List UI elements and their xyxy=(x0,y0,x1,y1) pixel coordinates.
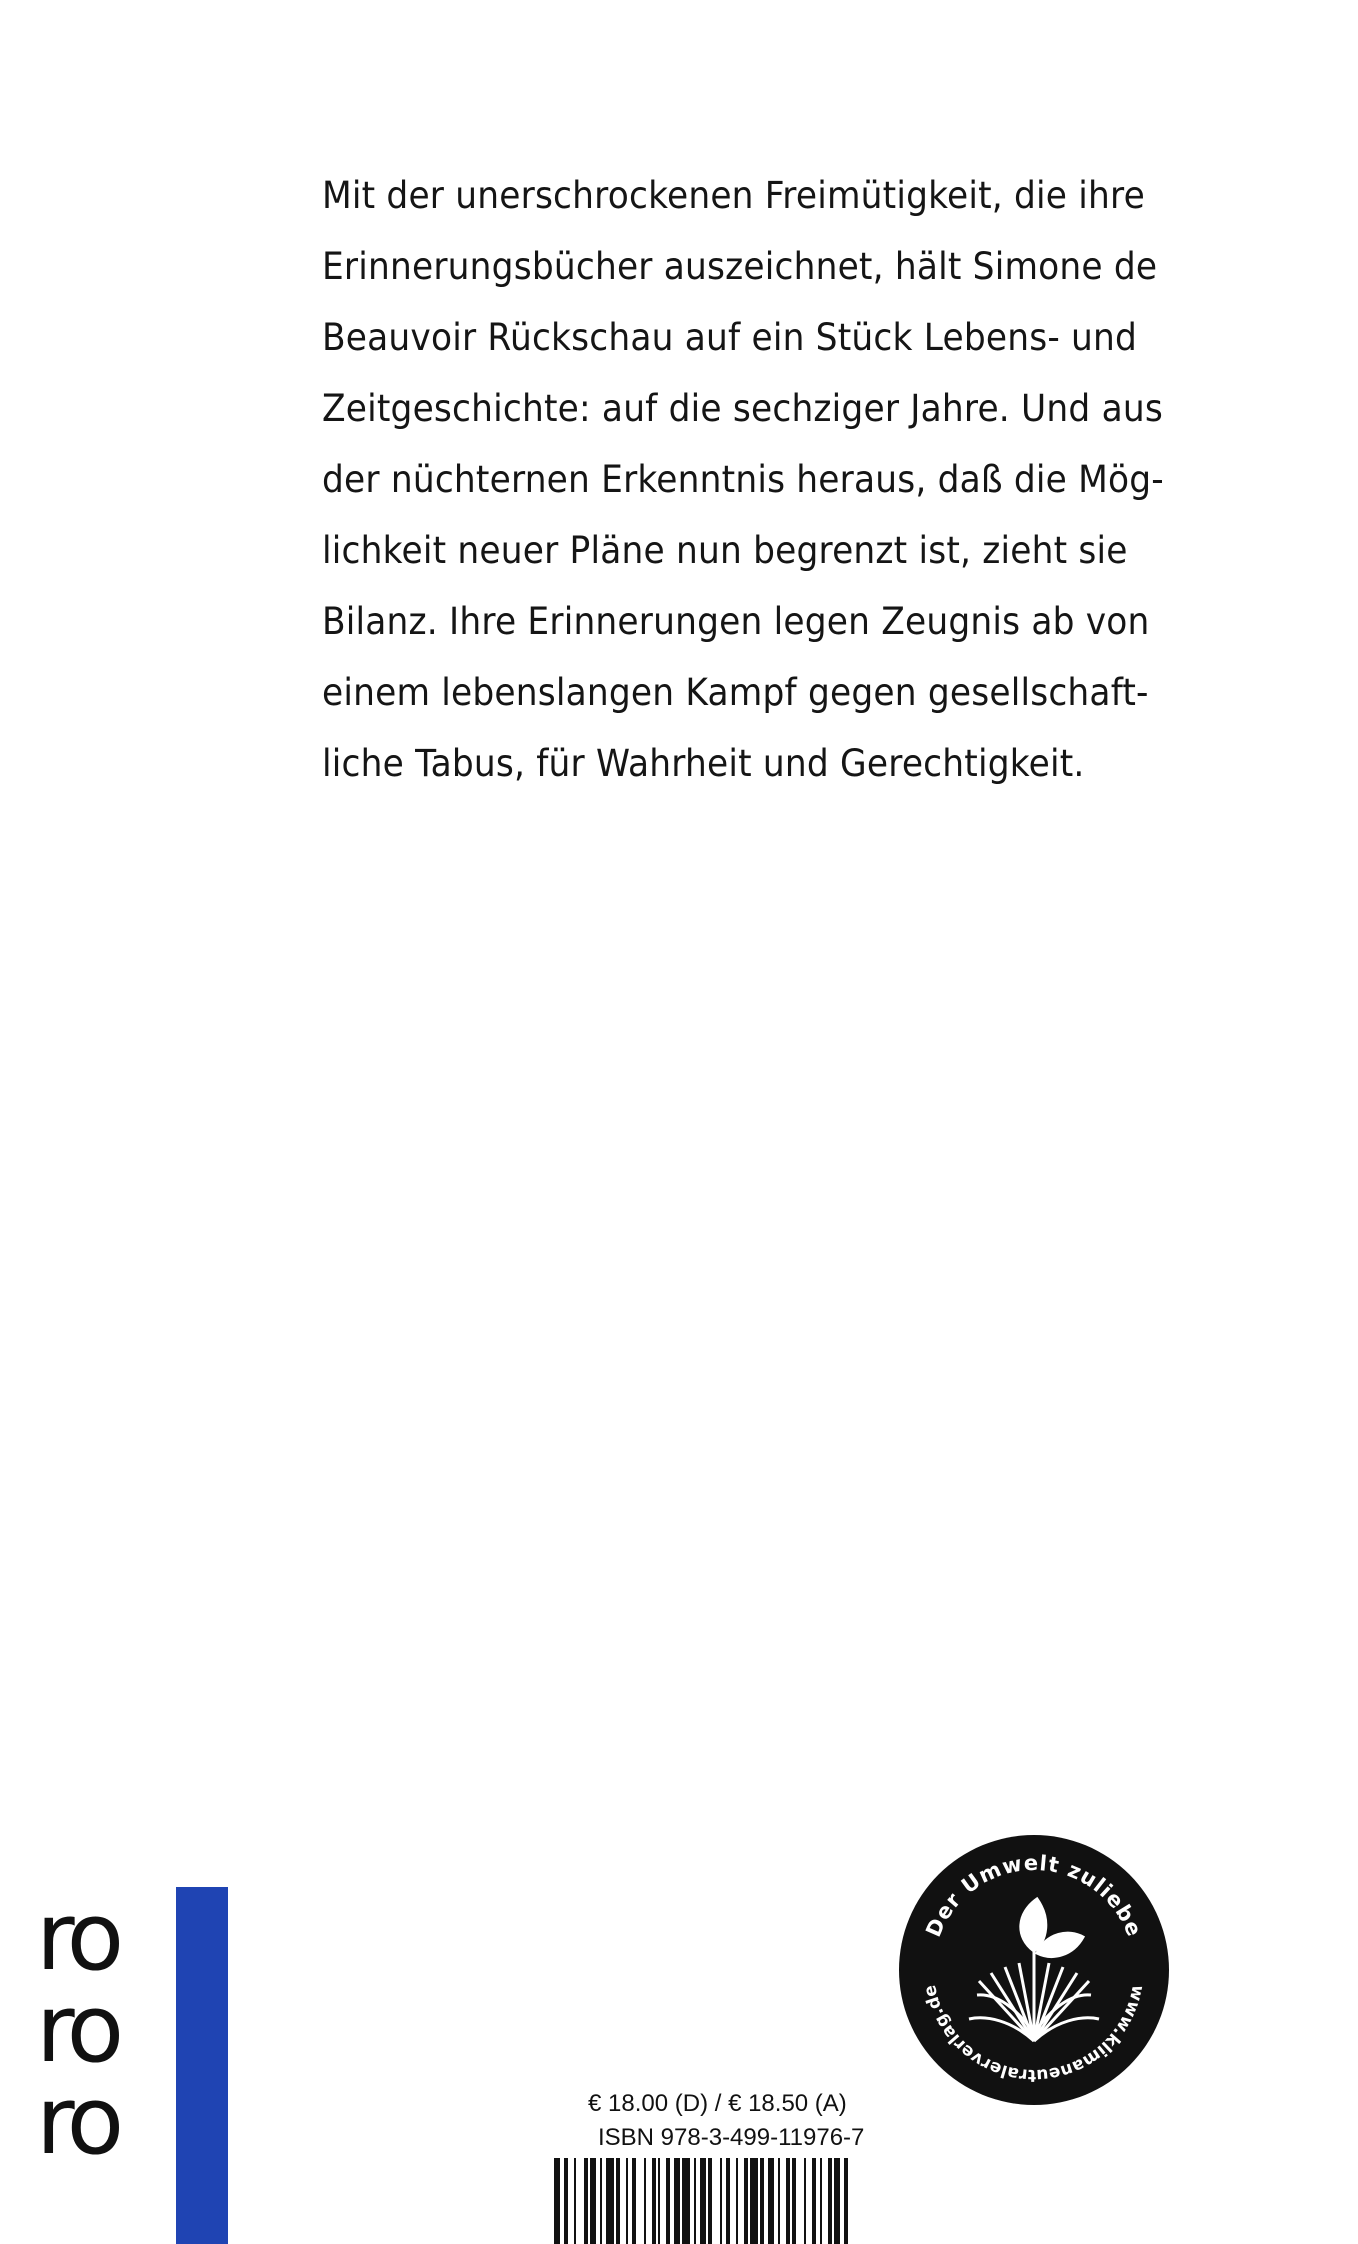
barcode-stripe xyxy=(768,2158,774,2244)
blurb-line: Beauvoir Rückschau auf ein Stück Lebens- und xyxy=(322,316,1138,359)
blurb-line: liche Tabus, für Wahrheit und Gerechtigkeit. xyxy=(322,742,1085,785)
barcode-stripe xyxy=(632,2158,636,2244)
seal-top-text: Der Umwelt zuliebe xyxy=(921,1850,1147,1941)
barcode-stripe xyxy=(666,2158,670,2244)
barcode-stripe xyxy=(644,2158,646,2244)
barcode-icon xyxy=(552,2158,908,2244)
blurb-line: Erinnerungsbücher auszeichnet, hält Simone de xyxy=(322,245,1158,288)
barcode-stripe xyxy=(554,2158,560,2244)
barcode-stripe xyxy=(584,2158,588,2244)
barcode-stripe xyxy=(736,2158,738,2244)
barcode-stripe xyxy=(804,2158,806,2244)
barcode-stripe xyxy=(760,2158,764,2244)
rororo-logo-row: ro xyxy=(36,1883,119,1992)
climate-neutral-seal xyxy=(897,1833,1171,2107)
blurb-line: Bilanz. Ihre Erinnerungen legen Zeugnis ab von xyxy=(322,600,1150,643)
barcode-stripe xyxy=(590,2158,596,2244)
barcode-stripe xyxy=(844,2158,848,2244)
barcode-stripe xyxy=(792,2158,796,2244)
barcode-stripe xyxy=(606,2158,614,2244)
barcode-stripe xyxy=(694,2158,696,2244)
barcode-stripe xyxy=(828,2158,832,2244)
rororo-logo xyxy=(36,1883,156,2176)
barcode-stripe xyxy=(744,2158,748,2244)
blurb-line: der nüchternen Erkenntnis heraus, daß die Mög- xyxy=(322,458,1164,501)
barcode-stripe xyxy=(778,2158,780,2244)
barcode-stripe xyxy=(616,2158,620,2244)
barcode-stripe xyxy=(658,2158,660,2244)
blurb-line: Mit der unerschrockenen Freimütigkeit, die ihre xyxy=(322,174,1145,217)
barcode-stripe xyxy=(708,2158,712,2244)
barcode-stripe xyxy=(726,2158,730,2244)
blurb-line: lichkeit neuer Pläne nun begrenzt ist, zieht sie xyxy=(322,529,1128,572)
rororo-logo-row: ro xyxy=(36,1975,119,2084)
barcode-stripe xyxy=(700,2158,706,2244)
publisher-color-bar xyxy=(176,1887,228,2244)
barcode-stripe xyxy=(834,2158,840,2244)
back-cover-blurb xyxy=(322,160,1164,799)
barcode-stripe xyxy=(574,2158,576,2244)
barcode-stripe xyxy=(786,2158,790,2244)
barcode-stripe xyxy=(626,2158,628,2244)
barcode-stripe xyxy=(720,2158,722,2244)
barcode-stripe xyxy=(600,2158,602,2244)
blurb-line: einem lebenslangen Kampf gegen gesellschaft- xyxy=(322,671,1149,714)
barcode-stripe xyxy=(820,2158,822,2244)
price-label: € 18.00 (D) / € 18.50 (A) xyxy=(588,2090,847,2117)
blurb-line: Zeitgeschichte: auf die sechziger Jahre. Und aus xyxy=(322,387,1163,430)
barcode-stripe xyxy=(750,2158,758,2244)
barcode-stripe xyxy=(564,2158,568,2244)
barcode-stripe xyxy=(812,2158,816,2244)
barcode-stripe xyxy=(682,2158,690,2244)
barcode-stripe xyxy=(652,2158,656,2244)
barcode-stripe xyxy=(674,2158,680,2244)
isbn-label: ISBN 978-3-499-11976-7 xyxy=(598,2124,865,2151)
rororo-logo-row: ro xyxy=(36,2067,119,2176)
seal-bottom-text: www.klimaneutralerverlag.de xyxy=(920,1983,1148,2086)
